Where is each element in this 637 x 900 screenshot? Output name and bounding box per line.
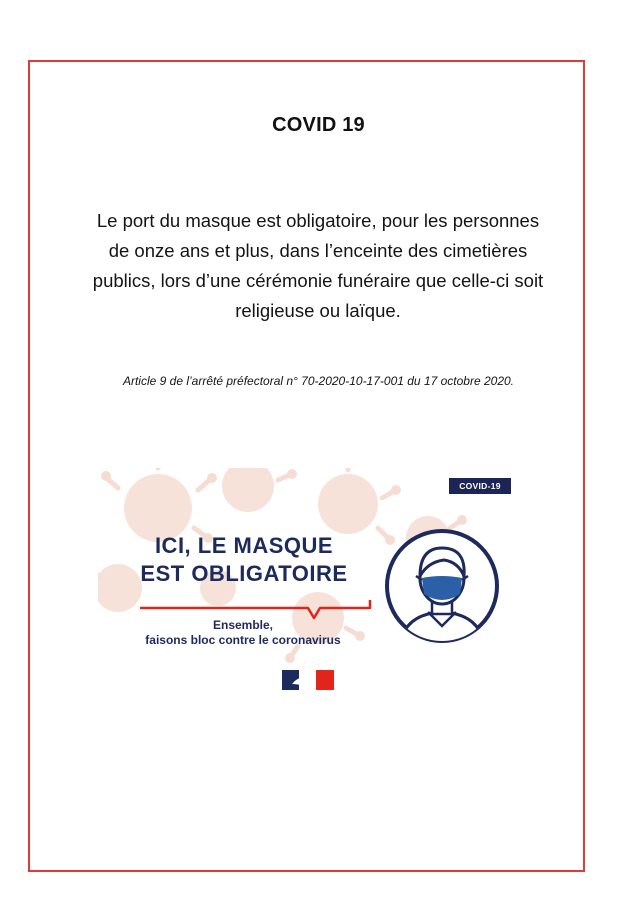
notice-title: COVID 19 xyxy=(272,114,365,136)
notice-body-line: Le port du masque est obligatoire, pour les personnes xyxy=(96,210,540,231)
poster-headline-line: ICI, LE MASQUE xyxy=(154,533,334,558)
poster-slogan-line: faisons bloc contre le coronavirus xyxy=(145,633,341,647)
notice-body-line: de onze ans et plus, dans l’enceinte des cimetières xyxy=(108,240,528,261)
marianne-flag-icon xyxy=(282,670,334,690)
poster-headline-line: EST OBLIGATOIRE xyxy=(140,561,348,586)
mask-poster xyxy=(98,468,530,708)
covid-tag-badge: COVID-19 xyxy=(449,478,511,494)
speech-bubble-line xyxy=(138,600,378,620)
red-border-frame xyxy=(28,60,585,872)
notice-body xyxy=(68,206,568,326)
legal-citation: Article 9 de l’arrêté préfectoral n° 70-2020-10-17-001 du 17 octobre 2020. xyxy=(122,374,515,388)
poster-slogan-line: Ensemble, xyxy=(212,618,274,632)
masked-person-icon xyxy=(382,526,502,646)
poster-slogan xyxy=(118,618,368,648)
notice-body-line: publics, lors d’une cérémonie funéraire que celle-ci soit xyxy=(92,270,544,291)
notice-body-line: religieuse ou laïque. xyxy=(235,300,401,321)
poster-headline xyxy=(130,532,358,588)
